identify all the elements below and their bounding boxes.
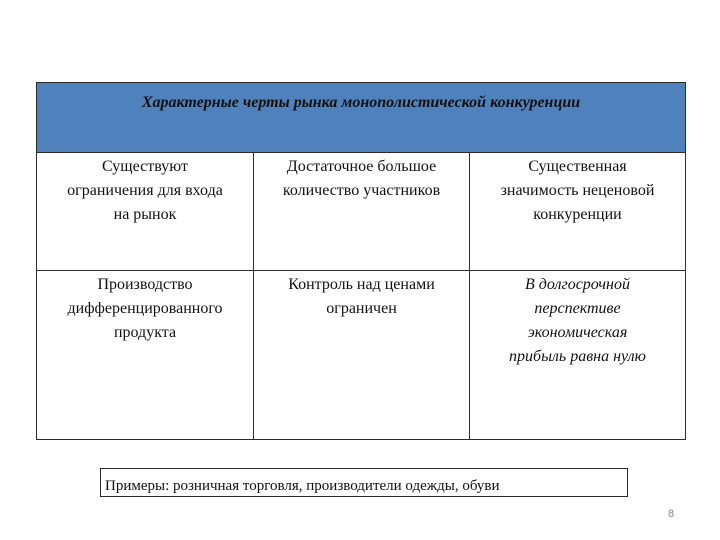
cell-text-line: продукта [113,324,177,341]
cell-text-line: ограничен [326,300,397,317]
cell-text-line: количество участников [282,182,441,199]
cell-text-line: значимость неценовой [500,182,655,199]
cell-text-line: прибыль равна нулю [509,348,646,365]
examples-box [100,468,628,497]
table-cell-price-control [253,271,469,439]
cell-text-line: В долгосрочной [525,276,630,293]
cell-text-line: Существуют [102,158,188,175]
cell-text-line: Достаточное большое [286,158,437,175]
examples-text: Примеры: розничная торговля, производители одежды, обуви [105,478,500,494]
table-header [37,83,685,153]
table-header-title: Характерные черты рынка монополистической конкуренции [141,94,581,111]
cell-text-line: Производство [97,276,193,293]
table-row [37,153,685,271]
cell-text-line: Контроль над ценами [288,276,435,293]
cell-text-line: экономическая [527,324,628,341]
table-cell-differentiated-product [37,271,253,439]
cell-text-line: ограничения для входа [67,182,223,199]
table-cell-nonprice-competition [469,153,685,270]
cell-text-line: дифференцированного [67,300,223,317]
cell-text-line: на рынок [113,206,177,223]
table-cell-entry-restrictions [37,153,253,270]
cell-text-line: конкуренции [533,206,622,223]
table-cell-participants [253,153,469,270]
page-number: 8 [668,508,675,520]
cell-text-line: Существенная [528,158,627,175]
table-row [37,271,685,439]
cell-text-line: перспективе [534,300,621,317]
table-cell-long-run-profit [469,271,685,439]
features-table [36,82,686,440]
